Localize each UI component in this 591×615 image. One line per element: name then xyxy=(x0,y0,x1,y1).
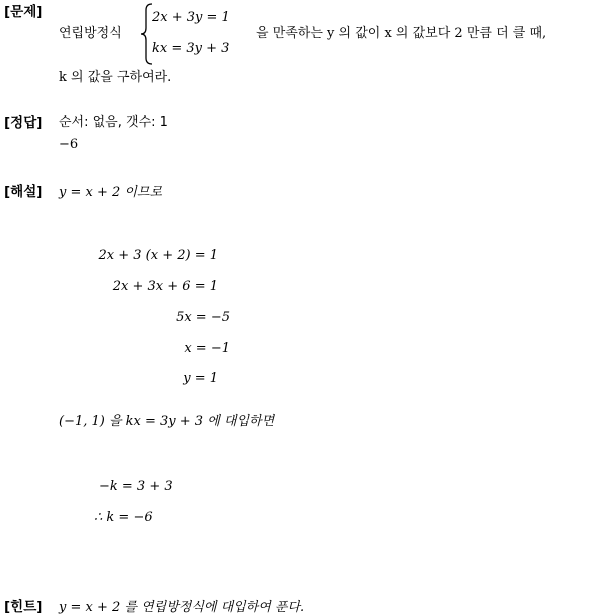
solution-intro: y = x + 2 이므로 xyxy=(59,185,163,200)
solution-step: y = 1 xyxy=(183,371,218,386)
problem-sentence-b: k 의 값을 구하여라. xyxy=(59,70,172,85)
solution-step: x = −1 xyxy=(184,341,230,356)
solution-tag: [해설] xyxy=(4,184,43,200)
equation-2: kx = 3y + 3 xyxy=(152,41,230,56)
equation-system xyxy=(140,3,240,65)
hint-text: y = x + 2 를 연립방정식에 대입하여 푼다. xyxy=(59,600,305,615)
solution-step: 5x = −5 xyxy=(176,310,230,325)
answer-tag: [정답] xyxy=(4,115,43,131)
problem-sentence-a: 을 만족하는 y 의 값이 x 의 값보다 2 만큼 더 클 때, xyxy=(256,26,547,41)
solution-step: 2x + 3 (x + 2) = 1 xyxy=(98,248,218,263)
solution-final-2: ∴ k = −6 xyxy=(94,510,153,525)
solution-step: 2x + 3x + 6 = 1 xyxy=(112,279,218,294)
problem-tag: [문제] xyxy=(4,4,43,20)
solution-final-1: −k = 3 + 3 xyxy=(99,479,173,494)
equation-1: 2x + 3y = 1 xyxy=(152,10,230,25)
answer-value: −6 xyxy=(59,137,79,152)
problem-lead: 연립방정식 xyxy=(59,26,122,41)
solution-substitute: (−1, 1) 을 kx = 3y + 3 에 대입하면 xyxy=(59,414,275,429)
hint-tag: [힌트] xyxy=(4,599,43,615)
answer-meta: 순서: 없음, 갯수: 1 xyxy=(59,115,168,130)
